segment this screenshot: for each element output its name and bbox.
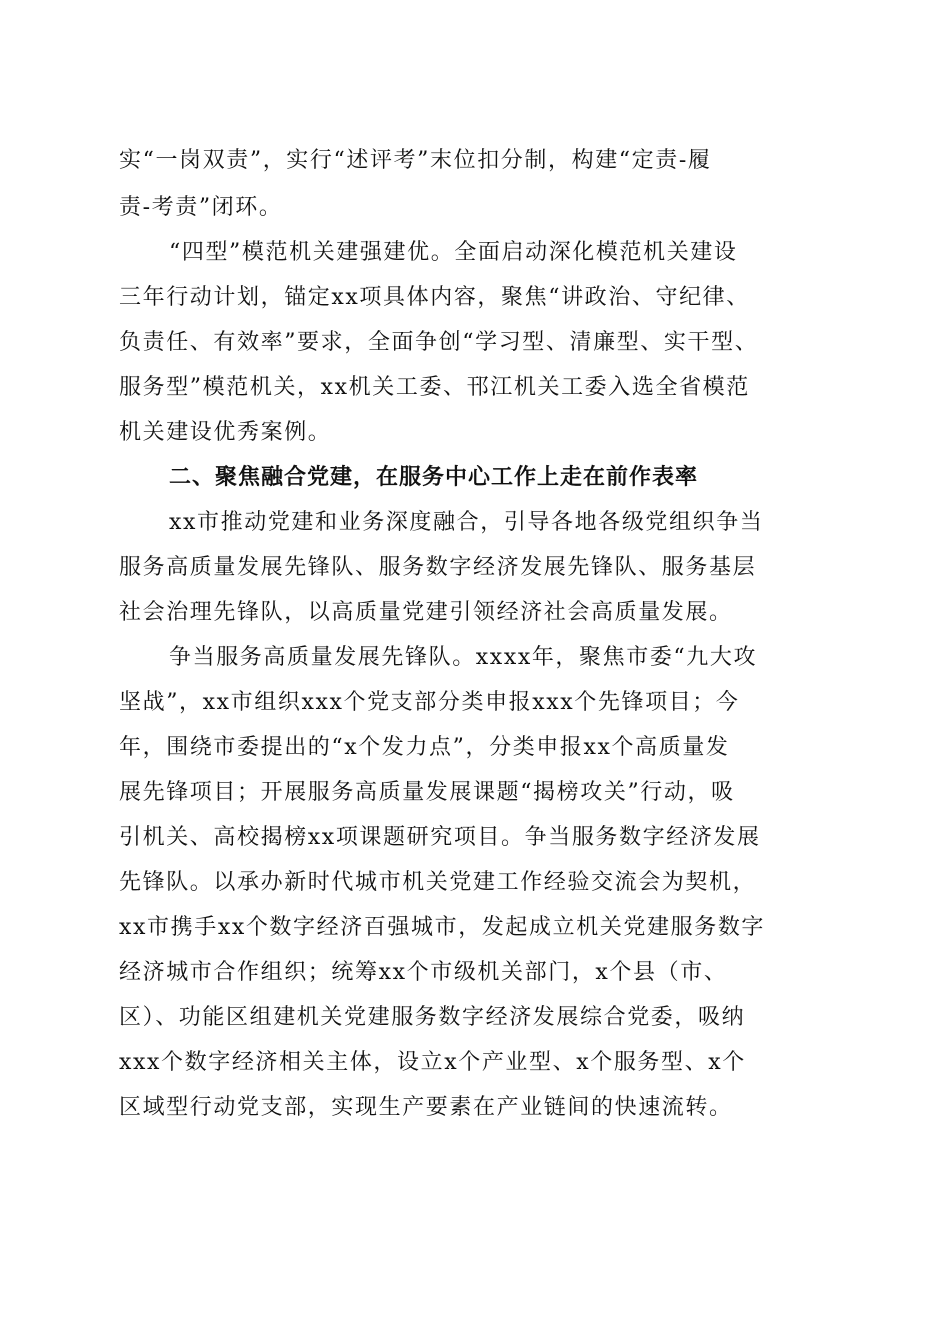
paragraph-1-line-1: 实“一岗双责”，实行“述评考”末位扣分制，构建“定责-履 (119, 148, 712, 173)
paragraph-3-line-3: 社会治理先锋队，以高质量党建引领经济社会高质量发展。 (119, 600, 733, 625)
paragraph-3-line-1: xx市推动党建和业务深度融合，引导各地各级党组织争当 (169, 510, 764, 535)
paragraph-2-line-4: 服务型”模范机关，xx机关工委、邗江机关工委入选全省模范 (119, 375, 750, 400)
paragraph-2-line-3: 负责任、有效率”要求，全面争创“学习型、清廉型、实干型、 (119, 330, 759, 355)
paragraph-4-line-10: xxx个数字经济相关主体，设立x个产业型、x个服务型、x个 (119, 1050, 746, 1075)
paragraph-1-line-2: 责-考责”闭环。 (119, 195, 283, 220)
paragraph-4-line-4: 展先锋项目；开展服务高质量发展课题“揭榜攻关”行动，吸 (119, 780, 735, 805)
paragraph-4-line-5: 引机关、高校揭榜xx项课题研究项目。争当服务数字经济发展 (119, 825, 761, 850)
paragraph-4-line-7: xx市携手xx个数字经济百强城市，发起成立机关党建服务数字 (119, 915, 766, 940)
paragraph-2-line-1: “四型”模范机关建强建优。全面启动深化模范机关建设 (169, 240, 738, 265)
section-heading: 二、聚焦融合党建，在服务中心工作上走在前作表率 (169, 465, 699, 490)
paragraph-4-line-2: 坚战”，xx市组织xxx个党支部分类申报xxx个先锋项目；今 (119, 690, 740, 715)
paragraph-3-line-2: 服务高质量发展先锋队、服务数字经济发展先锋队、服务基层 (119, 555, 757, 580)
paragraph-4-line-8: 经济城市合作组织；统筹xx个市级机关部门，x个县（市、 (119, 960, 728, 985)
paragraph-4-line-1: 争当服务高质量发展先锋队。xxxx年，聚焦市委“九大攻 (169, 645, 758, 670)
paragraph-2-line-2: 三年行动计划，锚定xx项具体内容，聚焦“讲政治、守纪律、 (119, 285, 750, 310)
paragraph-2-line-5: 机关建设优秀案例。 (119, 420, 332, 445)
paragraph-4-line-6: 先锋队。以承办新时代城市机关党建工作经验交流会为契机， (119, 870, 757, 895)
paragraph-4-line-11: 区域型行动党支部，实现生产要素在产业链间的快速流转。 (119, 1095, 733, 1120)
paragraph-4-line-3: 年，围绕市委提出的“x个发力点”，分类申报xx个高质量发 (119, 735, 730, 760)
paragraph-4-line-9: 区）、功能区组建机关党建服务数字经济发展综合党委，吸纳 (119, 1005, 746, 1030)
